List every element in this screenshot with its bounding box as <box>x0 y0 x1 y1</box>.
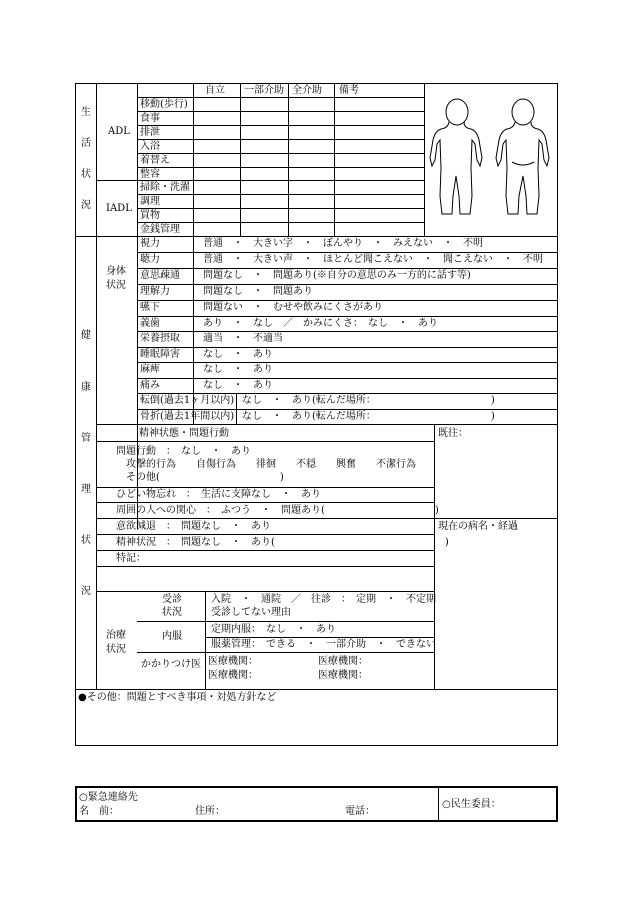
naifuku-label: 内服 <box>162 631 182 642</box>
iadl-item: 掃除・洗濯 <box>140 182 190 193</box>
adl-header: 自立 <box>205 85 225 96</box>
adl-item: 排泄 <box>140 127 160 138</box>
row-value: なし ・ あり <box>203 349 273 360</box>
row-value: 普通 ・ 大きい声 ・ ほとんど聞こえない ・ 聞こえない ・ 不明 <box>203 254 543 265</box>
row-item: 睡眠障害 <box>140 349 180 360</box>
adl-item: 着替え <box>140 155 170 166</box>
body-figure-diagram <box>426 96 556 222</box>
row-item: 意思疎通 <box>140 270 180 281</box>
row-item: 栄養摂取 <box>140 333 180 344</box>
row-item: 理解力 <box>140 286 170 297</box>
row-value: なし ・ あり(転んだ場所： ) <box>242 395 495 406</box>
minsei-label: ○民生委員： <box>442 799 501 810</box>
row-value: 適当 ・ 不適当 <box>203 333 283 344</box>
row-item: 痛み <box>140 380 160 391</box>
genzai-label: 現在の病名・経過 <box>438 521 518 532</box>
row-item: 嚥下 <box>140 302 160 313</box>
adl-item: 整容 <box>140 169 160 180</box>
seishin-header: 精神状態・問題行動 <box>139 428 229 439</box>
iadl-item: 金銭管理 <box>140 224 180 235</box>
row-value: なし ・ あり(転んだ場所： ) <box>242 411 495 422</box>
iadl-item: 調理 <box>140 196 160 207</box>
jushin-line-2: 受診してない理由 <box>211 607 291 618</box>
naifuku-line-1: 定期内服： なし ・ あり <box>211 624 336 635</box>
row-value: あり ・ なし ／ かみにくさ： なし ・ あり <box>203 318 438 329</box>
seishin-jokyo-line: 精神状況 ： 問題なし ・ あり( ) <box>116 537 449 548</box>
adl-label: ADL <box>108 126 130 137</box>
adl-header: 一部介助 <box>244 85 284 96</box>
iryo-kikan: 医療機関： <box>318 670 368 681</box>
mondai-line-1: 問題行動 ： なし ・ あり <box>116 446 251 457</box>
adl-item: 食事 <box>140 113 160 124</box>
iadl-item: 買物 <box>140 210 160 221</box>
row-value: なし ・ あり <box>203 364 273 375</box>
row-value: なし ・ あり <box>203 380 273 391</box>
kanshin-line: 周囲の人への関心 ： ふつう ・ 問題あり( ) <box>116 505 439 516</box>
adl-item: 入浴 <box>140 141 160 152</box>
kiou-label: 既往： <box>438 428 468 439</box>
row-item: 骨折(過去1年間以内) <box>140 411 235 422</box>
row-item: 義歯 <box>140 318 160 329</box>
sonota-label: ●その他：問題とすべき事項・対処方針など <box>78 692 277 703</box>
iadl-label: IADL <box>106 203 132 214</box>
mondai-line-2: 攻撃的行為 自傷行為 徘徊 不穏 興奮 不潔行為 <box>126 459 416 470</box>
iryo-kikan: 医療機関： <box>208 656 258 667</box>
tokki-label: 特記： <box>116 553 146 564</box>
front-body-figure <box>430 99 482 214</box>
back-body-figure <box>496 99 549 214</box>
row-item: 聴力 <box>140 254 160 265</box>
naifuku-line-2: 服薬管理： できる ・ 一部介助 ・ できない <box>211 639 436 650</box>
monowasure-line: ひどい物忘れ ： 生活に支障なし ・ あり <box>116 489 321 500</box>
iryo-kikan: 医療機関： <box>318 656 368 667</box>
kakaritsuke-label: かかりつけ医 <box>141 659 201 670</box>
jushin-line-1: 入院 ・ 通院 ／ 往診 ： 定期 ・ 不定期 <box>211 594 436 605</box>
iyoku-line: 意欲減退 ： 問題なし ・ あり <box>116 521 271 532</box>
row-value: 問題なし ・ 問題あり(※自分の意思のみ一方的に話す等) <box>203 270 471 281</box>
kinkyu-address: 住所： <box>195 806 225 817</box>
kinkyu-title: ○緊急連絡先 <box>79 792 138 803</box>
kinkyu-name: 名 前： <box>79 806 119 817</box>
row-item: 転倒(過去1ヶ月以内) <box>140 395 235 406</box>
row-item: 麻痺 <box>140 364 160 375</box>
adl-item: 移動(歩行) <box>140 99 188 110</box>
row-value: 問題なし ・ 問題あり <box>203 286 313 297</box>
adl-header: 全介助 <box>292 85 322 96</box>
row-value: 問題ない ・ むせや飲みにくさがあり <box>203 302 383 313</box>
iryo-kikan: 医療機関： <box>208 670 258 681</box>
adl-header: 備考 <box>339 85 359 96</box>
row-item: 視力 <box>140 238 160 249</box>
kinkyu-phone: 電話： <box>345 806 375 817</box>
mondai-line-3: その他( ) <box>126 472 284 483</box>
row-value: 普通 ・ 大きい字 ・ ぼんやり ・ みえない ・ 不明 <box>203 238 483 249</box>
